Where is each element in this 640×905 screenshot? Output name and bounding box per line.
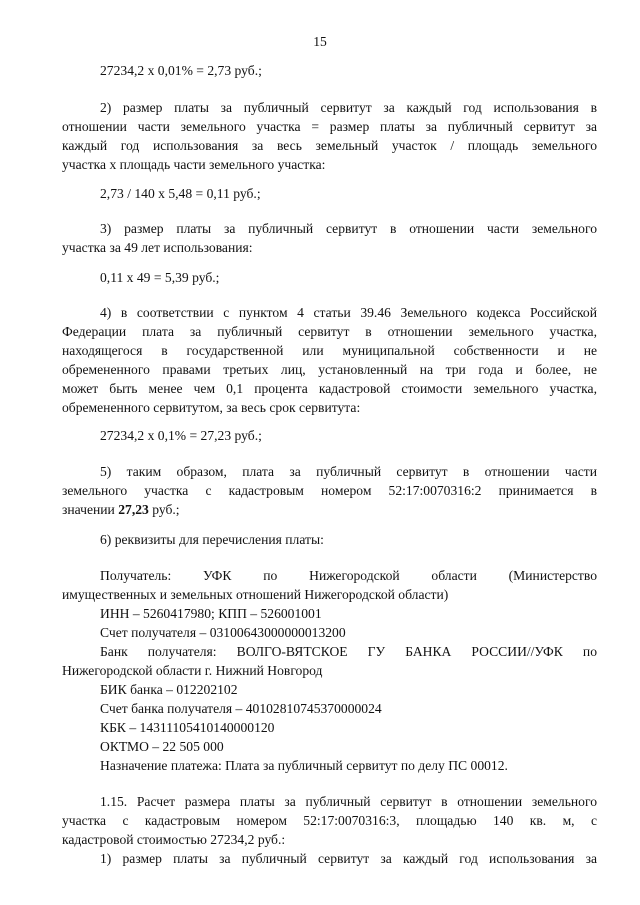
p5-line-1: 5) таким образом, плата за публичный сервитут в отношении части — [100, 464, 597, 479]
calc-line-1: 27234,2 х 0,01% = 2,73 руб.; — [100, 63, 262, 78]
section-1-15-line-1: 1.15. Расчет размера платы за публичный сервитут в отношении земельного — [100, 794, 597, 809]
p2-line-1: 2) размер платы за публичный сервитут за каждый год использования в — [100, 100, 597, 115]
requisite-bank-account: Счет банка получателя – 40102810745370000024 — [100, 701, 382, 716]
requisite-recipient: Получатель: УФК по Нижегородской области (Министерство — [100, 568, 597, 583]
p3-line-2: участка за 49 лет использования: — [62, 240, 253, 255]
requisite-kbk: КБК – 14311105410140000120 — [100, 720, 275, 735]
p5-line-3 — [62, 500, 180, 519]
p4-line-5: может быть менее чем 0,1 процента кадастровой стоимости земельного участка, — [62, 381, 597, 396]
calc-line-3: 0,11 х 49 = 5,39 руб.; — [100, 270, 220, 285]
p2-line-4: участка х площадь части земельного участка: — [62, 157, 326, 172]
section-1-15-line-3: кадастровой стоимостью 27234,2 руб.: — [62, 832, 286, 847]
requisite-recipient-cont: имущественных и земельных отношений Нижегородской области) — [62, 587, 449, 602]
section-1-15-line-2: участка с кадастровым номером 52:17:0070316:3, площадью 140 кв. м, с — [62, 813, 597, 828]
p2-line-3: каждый год использования за весь земельный участок / площадь земельного — [62, 138, 597, 153]
calc-line-4: 27234,2 х 0,1% = 27,23 руб.; — [100, 428, 262, 443]
p4-line-6: обремененного сервитутом, за весь срок сервитута: — [62, 400, 361, 415]
p2-line-2: отношении части земельного участка = размер платы за публичный сервитут за — [62, 119, 597, 134]
requisite-bank: Банк получателя: ВОЛГО-ВЯТСКОЕ ГУ БАНКА РОССИИ//УФК по — [100, 644, 597, 659]
p5-text-before: значении — [62, 502, 119, 517]
p4-line-3: находящегося в государственной или муниципальной собственности и не — [62, 343, 597, 358]
requisite-inn-kpp: ИНН – 5260417980; КПП – 526001001 — [100, 606, 322, 621]
p4-line-2: Федерации плата за публичный сервитут в отношении земельного участка, — [62, 324, 597, 339]
requisite-account: Счет получателя – 03100643000000013200 — [100, 625, 346, 640]
calc-line-2: 2,73 / 140 х 5,48 = 0,11 руб.; — [100, 186, 261, 201]
section-1-15-line-4: 1) размер платы за публичный сервитут за каждый год использования за — [100, 851, 597, 866]
p6-heading: 6) реквизиты для перечисления платы: — [100, 532, 324, 547]
p3-line-1: 3) размер платы за публичный сервитут в отношении части земельного — [100, 221, 597, 236]
p4-line-1: 4) в соответствии с пунктом 4 статьи 39.46 Земельного кодекса Российской — [100, 305, 597, 320]
page-number: 15 — [313, 34, 327, 49]
requisite-bank-cont: Нижегородской области г. Нижний Новгород — [62, 663, 323, 678]
requisite-purpose: Назначение платежа: Плата за публичный сервитут по делу ПС 00012. — [100, 758, 508, 773]
requisite-oktmo: ОКТМО – 22 505 000 — [100, 739, 224, 754]
payment-amount: 27,23 — [118, 502, 149, 517]
p5-text-after: руб.; — [148, 502, 180, 517]
p5-line-2: земельного участка с кадастровым номером 52:17:0070316:2 принимается в — [62, 483, 597, 498]
requisite-bik: БИК банка – 012202102 — [100, 682, 238, 697]
p4-line-4: обремененного правами третьих лиц, установленный на три года и более, не — [62, 362, 597, 377]
